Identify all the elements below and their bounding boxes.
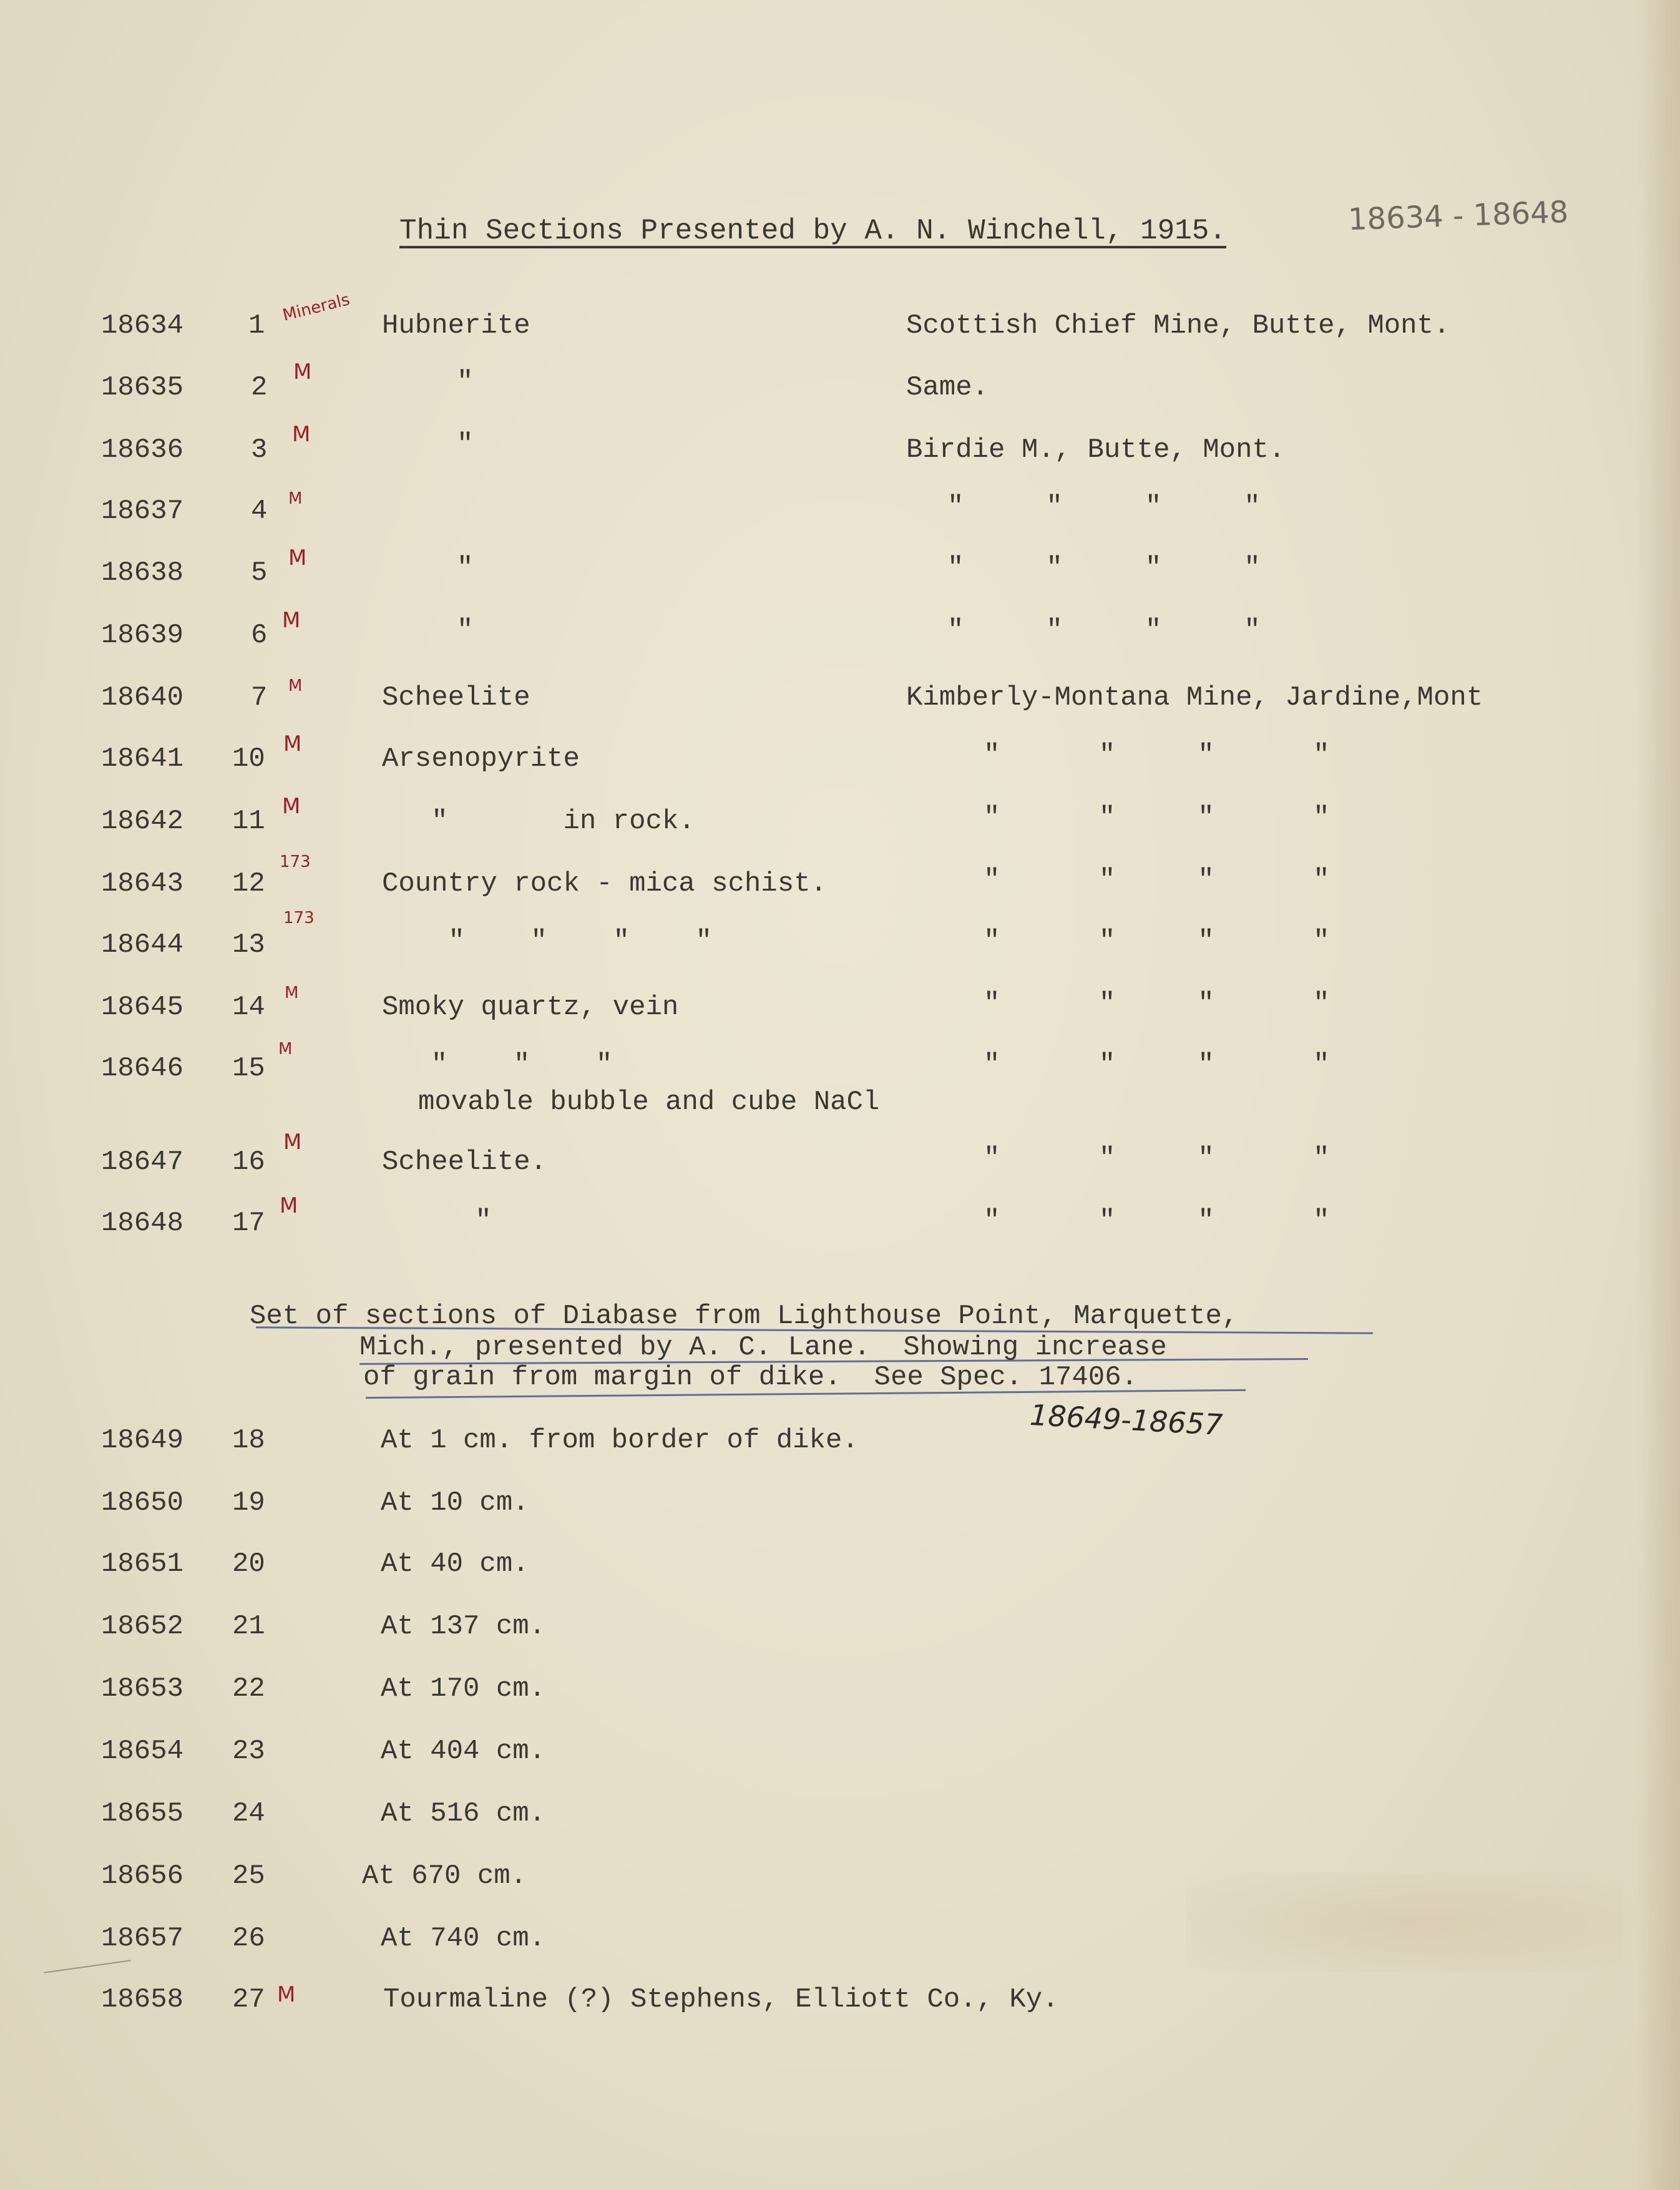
section-number: 26 [232, 1923, 265, 1954]
mineral-mark: M [277, 1982, 296, 2007]
catalog-number: 18639 [101, 620, 184, 651]
description: " [457, 366, 474, 398]
catalog-number: 18653 [101, 1673, 184, 1704]
description: Smoky quartz, vein [382, 992, 679, 1023]
description: Country rock - mica schist. [382, 868, 827, 899]
catalog-number: 18636 [101, 434, 184, 466]
description: Scheelite. [382, 1146, 547, 1178]
page-title: Thin Sections Presented by A. N. Winchell, 1915. [399, 215, 1227, 247]
catalog-number: 18654 [101, 1736, 184, 1767]
description: At 670 cm. [362, 1860, 527, 1892]
description: Hubnerite [382, 310, 530, 341]
description: At 137 cm. [381, 1611, 546, 1642]
catalog-number: 18658 [101, 1984, 184, 2015]
minerals-annotation: Minerals [280, 290, 352, 325]
catalog-number: 18650 [101, 1487, 184, 1518]
mineral-mark: M [293, 359, 312, 384]
mineral-mark: M [288, 677, 303, 695]
section-number: 5 [251, 557, 268, 589]
description: Tourmaline (?) Stephens, Elliott Co., Ky. [383, 1984, 1059, 2015]
catalog-number: 18634 [101, 310, 184, 341]
catalog-number: 18652 [101, 1611, 184, 1642]
section-number: 7 [251, 682, 268, 713]
section-number: 11 [232, 806, 265, 837]
location: " " " " [984, 802, 1330, 833]
section-number: 25 [232, 1860, 265, 1892]
page-edge-shadow [1636, 0, 1680, 2190]
catalog-number: 18641 [101, 743, 184, 775]
location: " " " " [984, 1049, 1330, 1080]
range-annotation: 18649-18657 [1028, 1397, 1224, 1442]
location: " " " " [984, 1143, 1330, 1174]
section-heading-line: Set of sections of Diabase from Lighthouse Point, Marquette, [250, 1301, 1239, 1332]
description: At 10 cm. [381, 1487, 529, 1518]
location: " " " " [947, 491, 1261, 522]
location: " " " " [984, 988, 1330, 1019]
description: " " " " [432, 926, 712, 957]
location: " " " " [984, 864, 1330, 896]
section-number: 3 [251, 434, 268, 466]
location: " " " " [984, 740, 1330, 771]
mineral-mark: M [278, 1040, 293, 1058]
description: " [457, 615, 474, 646]
description: Scheelite [382, 682, 530, 713]
section-number: 24 [232, 1798, 265, 1829]
location: " " " " [984, 926, 1330, 957]
catalog-number: 18637 [101, 496, 184, 527]
description: Arsenopyrite [382, 743, 580, 775]
section-number: 16 [232, 1146, 265, 1178]
catalog-number: 18638 [101, 557, 184, 589]
section-number: 23 [232, 1736, 265, 1767]
catalog-number: 18656 [101, 1860, 184, 1892]
mineral-mark: 173 [283, 909, 315, 927]
section-number: 22 [232, 1673, 265, 1704]
catalog-number: 18644 [101, 929, 184, 961]
page-stain [1186, 1872, 1623, 1972]
description: " [457, 429, 474, 460]
mineral-mark: M [292, 422, 311, 447]
section-number: 14 [232, 992, 265, 1023]
location: " " " " [947, 615, 1261, 646]
section-number: 17 [232, 1208, 265, 1239]
mineral-mark: M [288, 545, 307, 570]
description: At 404 cm. [381, 1736, 546, 1767]
mineral-mark: 173 [280, 853, 311, 871]
catalog-number: 18648 [101, 1208, 184, 1239]
section-heading-line: Mich., presented by A. C. Lane. Showing increase [359, 1332, 1167, 1363]
catalog-number: 18640 [101, 682, 184, 713]
description: " [457, 552, 474, 584]
description: At 516 cm. [381, 1798, 546, 1829]
description: At 40 cm. [381, 1548, 529, 1580]
section-number: 13 [232, 929, 265, 961]
description: At 170 cm. [381, 1673, 546, 1704]
section-number: 12 [232, 868, 265, 899]
mineral-mark: M [285, 984, 299, 1002]
catalog-number: 18643 [101, 868, 184, 899]
section-heading-line: of grain from margin of dike. See Spec. 17406. [363, 1362, 1138, 1393]
location: Same. [906, 372, 989, 403]
section-number: 4 [251, 496, 268, 527]
description: " [426, 1205, 492, 1236]
catalog-number: 18649 [101, 1425, 184, 1456]
section-number: 21 [232, 1611, 265, 1642]
description: At 1 cm. from border of dike. [381, 1425, 859, 1456]
description: At 740 cm. [381, 1923, 546, 1954]
mineral-mark: M [280, 1193, 298, 1218]
description: " in rock. [382, 806, 695, 837]
section-number: 6 [251, 620, 268, 651]
row-note: movable bubble and cube NaCl [418, 1087, 880, 1118]
catalog-number: 18642 [101, 806, 184, 837]
section-number: 10 [232, 743, 265, 775]
mineral-mark: M [283, 1130, 302, 1155]
mineral-mark: M [288, 489, 303, 508]
mineral-mark: M [282, 794, 301, 819]
catalog-number: 18655 [101, 1798, 184, 1829]
catalog-number: 18635 [101, 372, 184, 403]
section-number: 27 [232, 1984, 265, 2015]
section-number: 19 [232, 1487, 265, 1518]
location: " " " " [947, 552, 1261, 584]
catalog-number: 18651 [101, 1548, 184, 1580]
mineral-mark: M [282, 608, 301, 633]
section-number: 1 [248, 310, 265, 341]
section-number: 20 [232, 1548, 265, 1580]
mineral-mark: M [283, 731, 302, 756]
location: " " " " [984, 1205, 1330, 1236]
section-number: 2 [251, 372, 268, 403]
catalog-number: 18657 [101, 1923, 184, 1954]
location: Kimberly-Montana Mine, Jardine,Mont [906, 682, 1483, 713]
description: " " " [398, 1049, 613, 1080]
range-annotation: 18634 - 18648 [1347, 194, 1570, 238]
catalog-number: 18647 [101, 1146, 184, 1178]
catalog-number: 18645 [101, 992, 184, 1023]
section-number: 18 [232, 1425, 265, 1456]
catalog-number: 18646 [101, 1053, 184, 1084]
location: Scottish Chief Mine, Butte, Mont. [906, 310, 1450, 341]
location: Birdie M., Butte, Mont. [906, 434, 1286, 466]
section-number: 15 [232, 1053, 265, 1084]
